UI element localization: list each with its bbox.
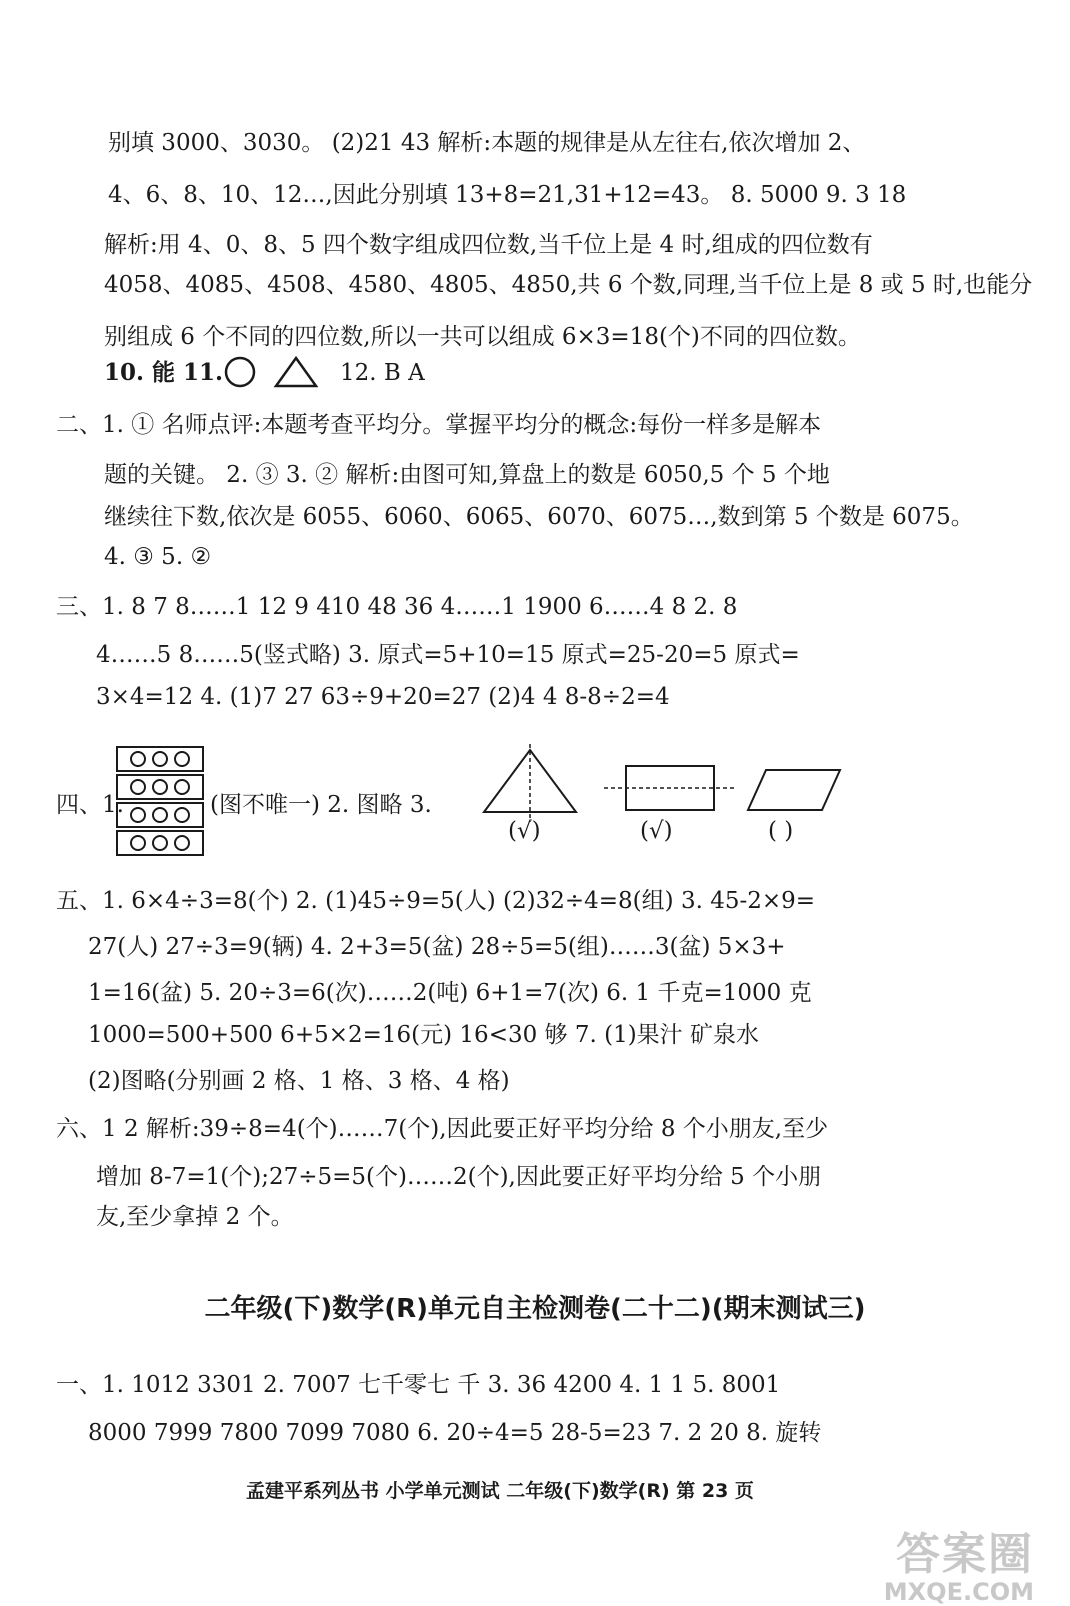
parallelogram-figure — [744, 766, 844, 816]
counter-box — [116, 830, 204, 856]
answer-line: 3×4=12 4. (1)7 27 63÷9+20=27 (2)4 4 8-8÷2=4 — [96, 684, 670, 710]
counter-circle — [152, 807, 168, 823]
answer-line: 4、6、8、10、12…,因此分别填 13+8=21,31+12=43。 8. 5000 9. 3 18 — [108, 182, 907, 208]
counter-circle — [152, 835, 168, 851]
counter-box — [116, 746, 204, 772]
counter-box-group — [116, 746, 206, 862]
answer-line: 4058、4085、4508、4580、4805、4850,共 6 个数,同理,当千位上是 8 或 5 时,也能分 — [104, 272, 1033, 298]
rectangle-symmetry-figure — [604, 760, 734, 820]
answer-line: 1=16(盆) 5. 20÷3=6(次)……2(吨) 6+1=7(次) 6. 1 千克=1000 克 — [88, 980, 812, 1006]
answer-line: (图不唯一) 2. 图略 3. — [210, 792, 432, 818]
answer-line: 别填 3000、3030。 (2)21 43 解析:本题的规律是从左往右,依次增加 2、 — [108, 130, 866, 156]
answer-line: 二、1. ① 名师点评:本题考查平均分。掌握平均分的概念:每份一样多是解本 — [56, 412, 822, 438]
answer-line: 题的关键。 2. ③ 3. ② 解析:由图可知,算盘上的数是 6050,5 个 5 个地 — [104, 462, 830, 488]
answer-line: 1000=500+500 6+5×2=16(元) 16<30 够 7. (1)果汁 矿泉水 — [88, 1022, 759, 1048]
counter-circle — [130, 807, 146, 823]
answer-line: 别组成 6 个不同的四位数,所以一共可以组成 6×3=18(个)不同的四位数。 — [104, 324, 861, 350]
counter-circle — [130, 779, 146, 795]
triangle-shape — [276, 358, 316, 386]
answer-line: 继续往下数,依次是 6055、6060、6065、6070、6075…,数到第 5 个数是 6075。 — [104, 504, 974, 530]
circle-shape — [226, 358, 254, 386]
blank-answer: ( ) — [768, 818, 794, 844]
counter-circle — [174, 807, 190, 823]
counter-box — [116, 774, 204, 800]
answer-line: 三、1. 8 7 8……1 12 9 410 48 36 4……1 1900 6……4 8 2. 8 — [56, 594, 738, 620]
counter-circle — [130, 835, 146, 851]
counter-circle — [174, 779, 190, 795]
answer-line: 12. B A — [340, 360, 425, 386]
answer-line: 27(人) 27÷3=9(辆) 4. 2+3=5(盆) 28÷5=5(组)……3(盆) 5×3+ — [88, 934, 786, 960]
exam-title: 二年级(下)数学(R)单元自主检测卷(二十二)(期末测试三) — [204, 1294, 866, 1324]
counter-circle — [174, 751, 190, 767]
watermark-logo — [884, 1518, 1034, 1606]
answer-line: 10. 能 11. — [104, 359, 224, 386]
answer-line: (2)图略(分别画 2 格、1 格、3 格、4 格) — [88, 1068, 510, 1094]
page-footer: 孟建平系列丛书 小学单元测试 二年级(下)数学(R) 第 23 页 — [246, 1480, 754, 1502]
answer-line: 六、1 2 解析:39÷8=4(个)……7(个),因此要正好平均分给 8 个小朋友,至少 — [56, 1116, 829, 1142]
counter-circle — [130, 751, 146, 767]
answer-line: 一、1. 1012 3301 2. 7007 七千零七 千 3. 36 4200 4. 1 1 5. 8001 — [56, 1372, 781, 1398]
watermark-text: 答案圈 — [896, 1529, 1034, 1580]
answer-line: 增加 8-7=1(个);27÷5=5(个)……2(个),因此要正好平均分给 5 个小朋 — [96, 1164, 822, 1190]
triangle-symmetry-figure — [480, 744, 580, 824]
counter-circle — [152, 779, 168, 795]
answer-line: 8000 7999 7800 7099 7080 6. 20÷4=5 28-5=23 7. 2 20 8. 旋转 — [88, 1420, 822, 1446]
counter-circle — [174, 835, 190, 851]
answer-line: 4……5 8……5(竖式略) 3. 原式=5+10=15 原式=25-20=5 原式= — [96, 642, 800, 668]
counter-box — [116, 802, 204, 828]
watermark-url: MXQE.COM — [883, 1578, 1034, 1606]
section-label: 四、1. — [56, 792, 124, 818]
counter-circle — [152, 751, 168, 767]
answer-line: 五、1. 6×4÷3=8(个) 2. (1)45÷9=5(人) (2)32÷4=8(组) 3. 45-2×9= — [56, 888, 816, 914]
check-mark-answer: (√) — [640, 818, 673, 844]
check-mark-answer: (√) — [508, 818, 541, 844]
answer-line: 解析:用 4、0、8、5 四个数字组成四位数,当千位上是 4 时,组成的四位数有 — [104, 232, 873, 258]
answer-line: 友,至少拿掉 2 个。 — [96, 1204, 294, 1230]
circle-and-triangle-shapes — [222, 354, 318, 390]
answer-line: 4. ③ 5. ② — [104, 544, 212, 570]
